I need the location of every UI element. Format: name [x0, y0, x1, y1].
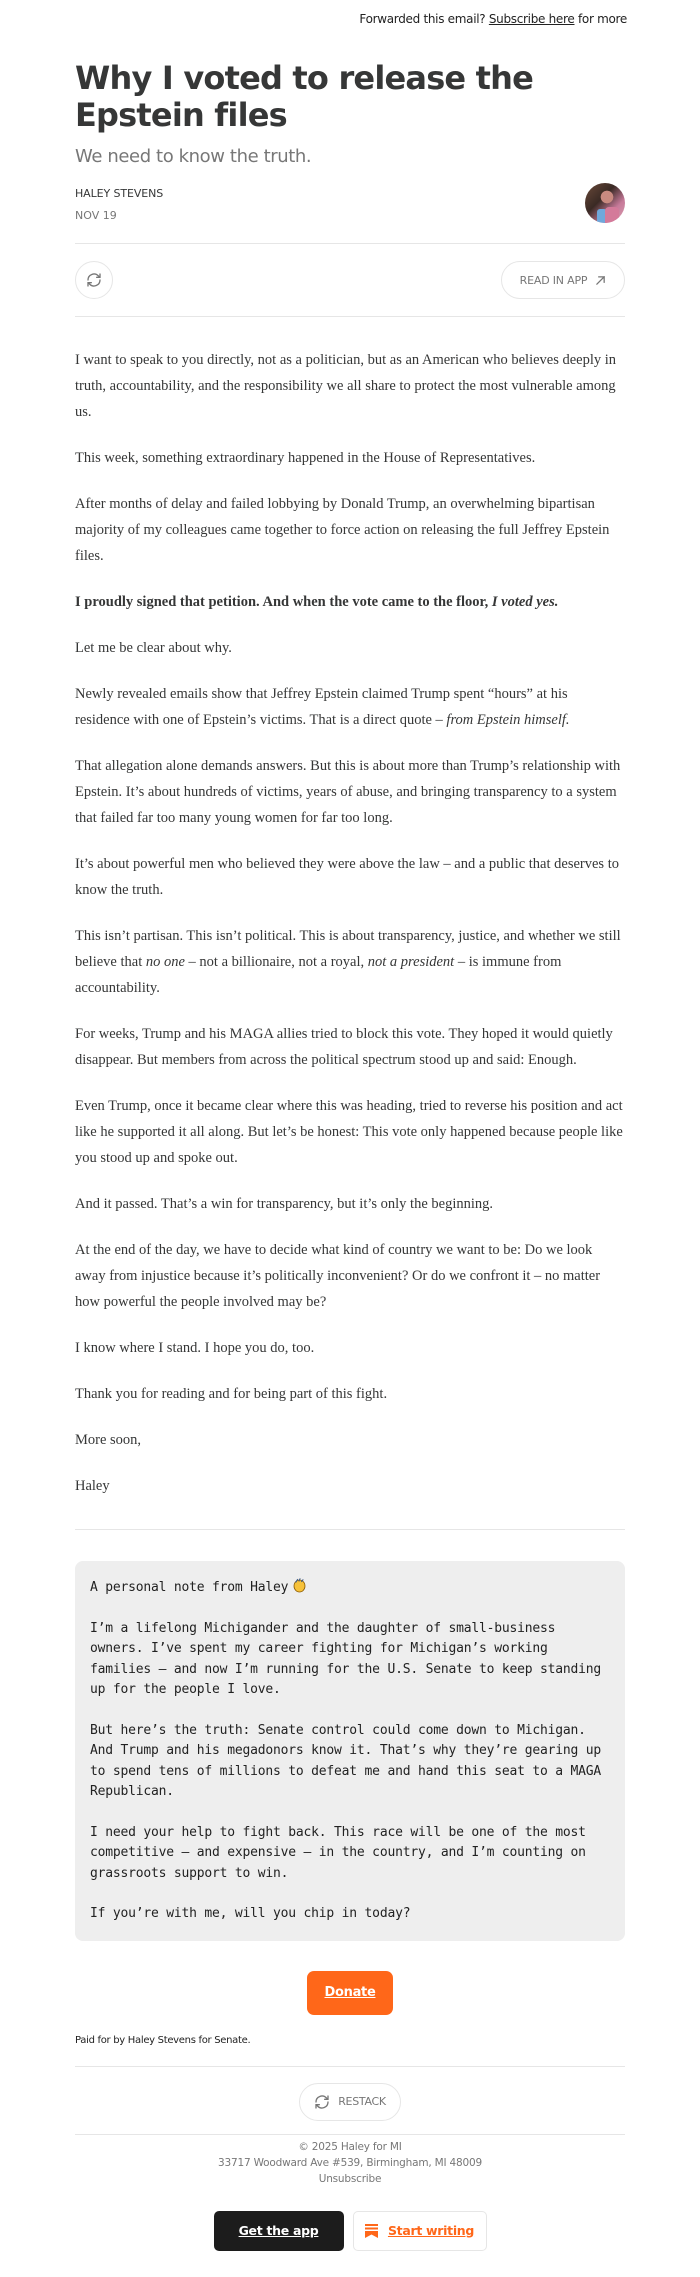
note-heading: A personal note from Haley: [90, 1577, 610, 1599]
restack-button[interactable]: [75, 261, 113, 299]
restack-button[interactable]: [299, 2083, 401, 2121]
post-subtitle: We need to know the truth.: [75, 146, 312, 167]
body-paragraph: I know where I stand. I hope you do, too.: [75, 1340, 315, 1356]
body-paragraph: After months of delay and failed lobbying by Donald Trump, an overwhelming bipartisan majority of my colleagues came together to force action on releasing the full Jeffrey Epstein files.: [75, 496, 610, 564]
note-paragraph: If you’re with me, will you chip in today?: [90, 1906, 411, 1921]
footer: [75, 2135, 625, 2187]
note-paragraph: I need your help to fight back. This race will be one of the most competitive – and expensive – in the country, and I’m counting on grassroots support to win.: [90, 1824, 586, 1881]
post-date: NOV 19: [75, 209, 117, 222]
text-run: Newly revealed emails show that Jeffrey Epstein claimed Trump spent “hours” at his residence with one of Epstein’s victims. That is a direct quote –: [75, 686, 568, 728]
body-paragraph: Let me be clear about why.: [75, 640, 232, 656]
bold-italic-text: I voted yes.: [491, 594, 559, 610]
forwarded-suffix: for more: [578, 12, 627, 26]
note-paragraph: I’m a lifelong Michigander and the daughter of small-business owners. I’ve spent my career fighting for Michigan’s working families – and now I’m running for the U.S. Senate to keep standing up for the people I love.: [90, 1620, 601, 1697]
paid-for-disclaimer: Paid for by Haley Stevens for Senate.: [75, 2034, 251, 2046]
restack-row: [75, 2067, 625, 2134]
body-paragraph: And it passed. That’s a win for transparency, but it’s only the beginning.: [75, 1196, 494, 1212]
personal-note-box: [75, 1561, 625, 1941]
donate-button[interactable]: Donate: [307, 1971, 393, 2015]
cta-row: [75, 2211, 625, 2259]
bold-text: I proudly signed that petition. And when the vote came to the floor,: [75, 594, 492, 610]
forwarded-banner: [0, 0, 700, 30]
italic-text: not a president: [367, 954, 455, 970]
body-paragraph: More soon,: [75, 1432, 142, 1448]
author-name[interactable]: HALEY STEVENS: [75, 187, 164, 200]
divider: [75, 1529, 625, 1530]
post-body: [75, 347, 625, 1499]
body-paragraph: That allegation alone demands answers. But this is about more than Trump’s relationship with Epstein. It’s about hundreds of victims, years of abuse, and bringing transparency to a system that failed far too many young women for far too long.: [75, 758, 621, 826]
note-paragraph: But here’s the truth: Senate control could come down to Michigan. And Trump and his megadonors know it. That’s why they’re gearing up to spend tens of millions to defeat me and hand this seat to a MAGA Republican.: [90, 1722, 601, 1799]
body-paragraph: I want to speak to you directly, not as a politician, but as an American who believes deeply in truth, accountability, and the responsibility we all share to protect the most vulnerable among us.: [75, 352, 617, 420]
unsubscribe-link[interactable]: Unsubscribe: [318, 2172, 382, 2185]
text-run: – is immune from accountability.: [75, 954, 562, 996]
content-column: [75, 60, 625, 2259]
divider: [75, 316, 625, 317]
restack-icon: [86, 272, 102, 288]
restack-icon: [314, 2094, 330, 2110]
body-paragraph: Even Trump, once it became clear where this was heading, tried to reverse his position and act like he supported it all along. But let’s be honest: This vote only happened because people like you stood up and spoke out.: [75, 1098, 623, 1166]
body-paragraph: For weeks, Trump and his MAGA allies tried to block this vote. They hoped it would quietly disappear. But members from across the political spectrum stood up and said: Enough.: [75, 1026, 613, 1068]
read-in-app-button[interactable]: [501, 261, 625, 299]
body-paragraph: It’s about powerful men who believed they were above the law – and a public that deserves to know the truth.: [75, 856, 619, 898]
restack-label: RESTACK: [338, 2095, 386, 2108]
substack-bookmark-icon: [365, 2224, 378, 2238]
post-meta: [75, 183, 625, 243]
author-avatar[interactable]: [585, 183, 625, 223]
arrow-up-right-icon: [595, 275, 606, 286]
read-in-app-label: READ IN APP: [519, 273, 588, 287]
waving-hand-icon: [291, 1577, 307, 1593]
start-writing-button[interactable]: Start writing: [353, 2211, 487, 2251]
forwarded-prefix: Forwarded this email?: [359, 12, 486, 26]
body-paragraph: [75, 589, 625, 615]
get-the-app-button[interactable]: Get the app: [214, 2211, 344, 2251]
copyright: © 2025 Haley for MI: [298, 2140, 402, 2153]
body-paragraph: [75, 681, 625, 733]
body-paragraph: This week, something extraordinary happened in the House of Representatives.: [75, 450, 536, 466]
mailing-address: 33717 Woodward Ave #539, Birmingham, MI 48009: [218, 2156, 482, 2169]
italic-text: from Epstein himself.: [446, 712, 570, 728]
avatar-detail: [605, 207, 619, 223]
signature: Haley: [75, 1478, 110, 1494]
body-paragraph: Thank you for reading and for being part of this fight.: [75, 1386, 388, 1402]
text-run: This isn’t partisan. This isn’t political. This is about transparency, justice, and whether we still believe that: [75, 928, 621, 970]
post-title[interactable]: Why I voted to release the Epstein files: [75, 59, 534, 134]
italic-text: no one: [145, 954, 185, 970]
text-run: – not a billionaire, not a royal,: [184, 954, 368, 970]
action-bar: [75, 244, 625, 316]
subscribe-link[interactable]: Subscribe here: [488, 12, 575, 26]
body-paragraph: [75, 923, 625, 1001]
donate-row: [75, 1971, 625, 2015]
body-paragraph: At the end of the day, we have to decide what kind of country we want to be: Do we look away from injustice because it’s politically inconvenient? Or do we confront it – no matter how powerful the people involved may be?: [75, 1242, 601, 1310]
